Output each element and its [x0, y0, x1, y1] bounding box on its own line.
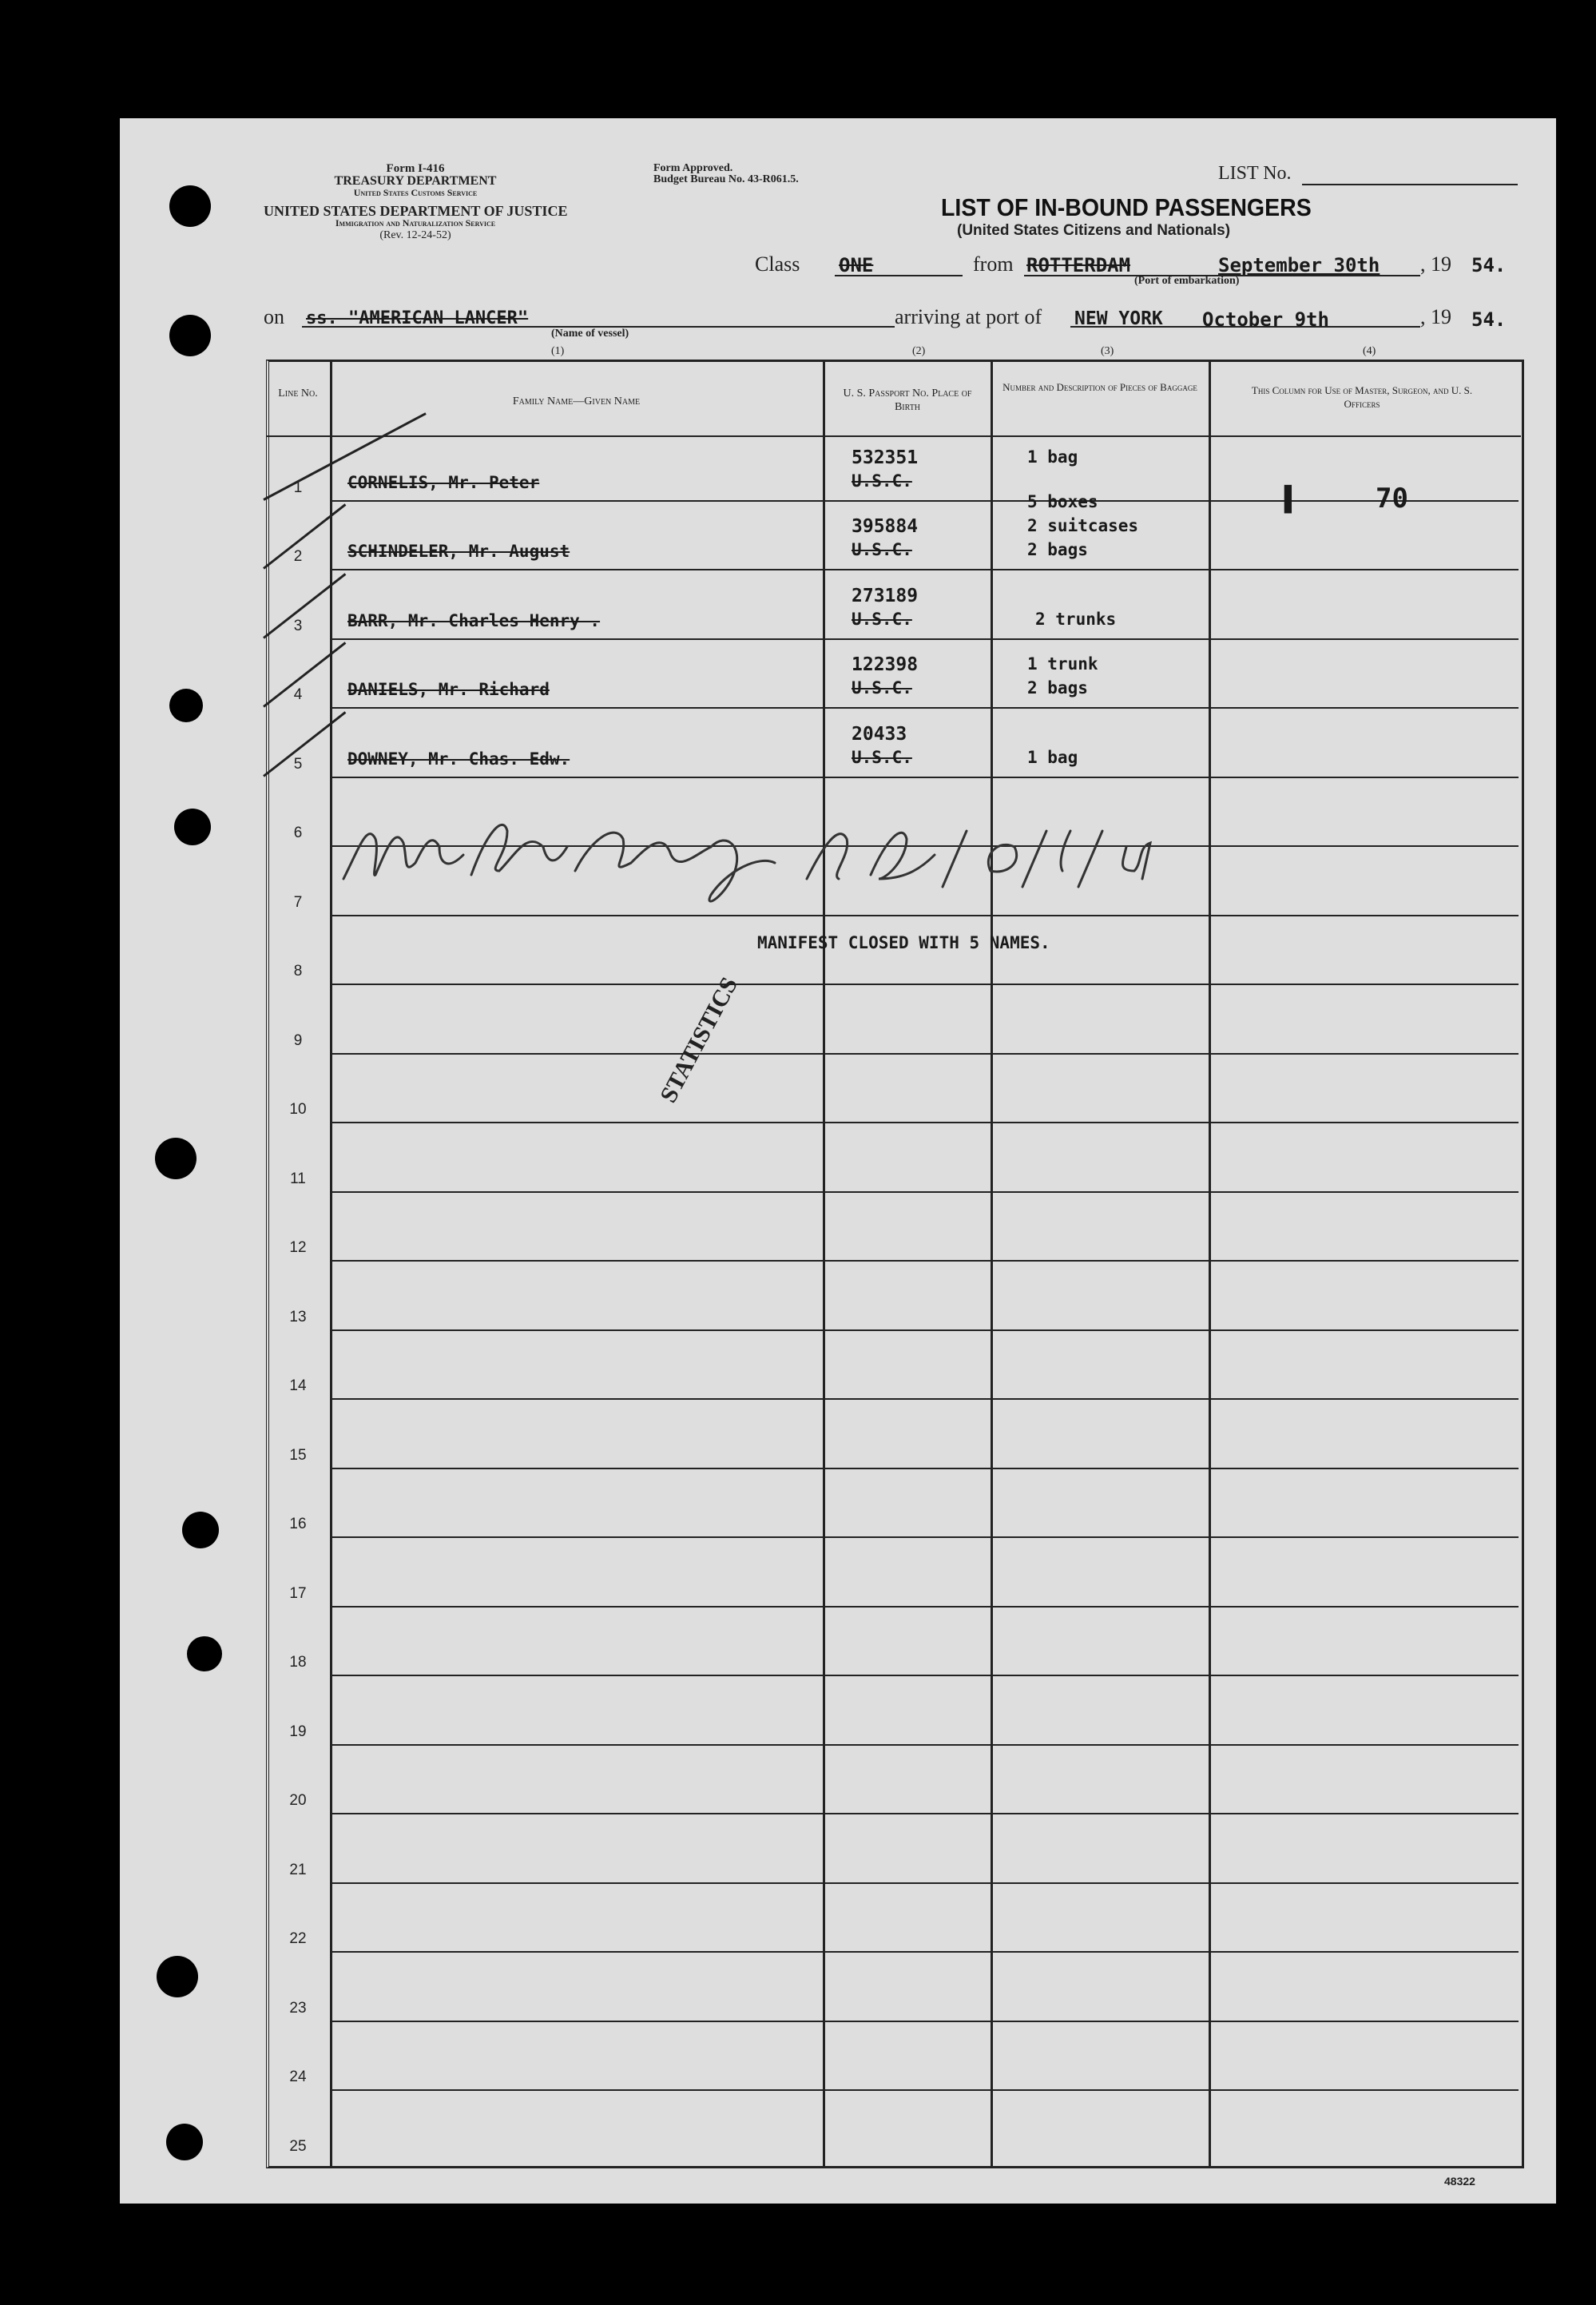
row-rule: [330, 1191, 1519, 1193]
class-label: Class: [755, 252, 800, 276]
row-rule: [330, 1744, 1519, 1746]
year-value: 54.: [1471, 254, 1507, 276]
passenger-name: CORNELIS, Mr. Peter: [347, 472, 540, 492]
treasury-department: TREASURY DEPARTMENT: [334, 174, 497, 188]
row-rule: [330, 2021, 1519, 2022]
arrival-year-value: 54.: [1471, 308, 1507, 331]
row-number: 23: [289, 1999, 307, 2017]
row-number: 21: [289, 1861, 307, 1878]
row-number: 8: [293, 963, 303, 980]
baggage-item: 5 boxes: [1027, 492, 1098, 512]
passport-number: 395884: [852, 516, 919, 538]
punch-hole: [157, 1956, 198, 1997]
officer-mark-e: ▌: [1284, 486, 1300, 514]
punch-hole: [169, 689, 203, 722]
row-rule: [330, 1122, 1519, 1123]
baggage-item: 2 bags: [1027, 540, 1088, 560]
row-rule: [330, 984, 1519, 985]
passenger-name: BARR, Mr. Charles Henry .: [347, 610, 601, 630]
row-rule: [330, 569, 1519, 570]
row-rule: [330, 777, 1519, 778]
baggage-item: 2 suitcases: [1027, 516, 1139, 536]
customs-service: United States Customs Service: [353, 187, 478, 198]
arriving-label: arriving at port of: [895, 305, 1042, 328]
ins-service: Immigration and Naturalization Service: [335, 217, 496, 229]
row-number: 5: [293, 755, 303, 773]
row-number: 20: [289, 1792, 307, 1810]
col-divider: [991, 360, 993, 2166]
arrival-line: [1070, 326, 1420, 328]
place-of-birth: U.S.C.: [852, 747, 912, 767]
form-subtitle: (United States Citizens and Nationals): [957, 222, 1231, 239]
passport-number: 122398: [852, 654, 919, 676]
year-prefix: , 19: [1420, 252, 1451, 276]
passport-number: 20433: [852, 723, 907, 745]
row-number: 12: [289, 1239, 307, 1257]
punch-hole: [169, 315, 211, 356]
col-number-4: (4): [1363, 345, 1376, 357]
row-number: 2: [293, 548, 303, 566]
place-of-birth: U.S.C.: [852, 471, 912, 491]
port-note: (Port of embarkation): [1134, 275, 1240, 287]
footer-code: 48322: [1444, 2175, 1475, 2188]
col-divider: [1209, 360, 1211, 2166]
row-number: 25: [289, 2138, 307, 2155]
vessel-name: ss. "AMERICAN LANCER": [306, 308, 529, 328]
col-divider: [330, 360, 332, 2166]
officer-mark: 70: [1376, 483, 1408, 515]
row-rule: [330, 500, 1519, 502]
punch-hole: [182, 1512, 219, 1548]
baggage-item: 2 trunks: [1035, 609, 1117, 629]
row-number: 3: [293, 617, 303, 634]
form-identification: [264, 163, 567, 241]
col-number-1: (1): [551, 345, 565, 357]
row-number: 1: [293, 479, 303, 496]
row-rule: [330, 1606, 1519, 1608]
passenger-name: DANIELS, Mr. Richard: [347, 680, 550, 700]
arrival-port: NEW YORK: [1074, 308, 1163, 329]
list-number-label: LIST No.: [1218, 163, 1292, 184]
budget-bureau: Budget Bureau No. 43-R061.5.: [653, 173, 799, 185]
vessel-note: (Name of vessel): [551, 328, 629, 340]
from-label: from: [973, 252, 1014, 276]
punch-hole: [187, 1636, 222, 1671]
header-name: Family Name—Given Name: [512, 395, 641, 407]
passport-number: 532351: [852, 447, 919, 468]
row-number: 4: [293, 686, 303, 704]
row-rule: [330, 1468, 1519, 1469]
form-title: LIST OF IN-BOUND PASSENGERS: [941, 193, 1312, 221]
baggage-item: 1 bag: [1027, 447, 1078, 467]
place-of-birth: U.S.C.: [852, 540, 912, 560]
row-number: 6: [293, 825, 303, 842]
place-of-birth: U.S.C.: [852, 678, 912, 698]
row-rule: [330, 1329, 1519, 1331]
header-rule: [266, 435, 1521, 437]
header-line-no: Line No.: [278, 387, 318, 399]
passport-number: 273189: [852, 585, 919, 606]
row-number: 9: [293, 1031, 303, 1049]
place-of-birth: U.S.C.: [852, 609, 912, 629]
punch-hole: [155, 1138, 197, 1179]
row-rule: [330, 1536, 1519, 1538]
row-rule: [330, 1813, 1519, 1814]
row-number: 15: [289, 1446, 307, 1464]
row-rule: [330, 1053, 1519, 1055]
row-number: 7: [293, 893, 303, 911]
col-divider: [823, 360, 825, 2166]
justice-department: UNITED STATES DEPARTMENT OF JUSTICE: [264, 203, 568, 219]
row-rule: [330, 1882, 1519, 1884]
class-line: [835, 275, 963, 276]
form-approved: Form Approved.: [653, 162, 733, 174]
list-number-line: [1302, 184, 1518, 185]
arrival-date: October 9th: [1202, 308, 1329, 331]
row-number: 19: [289, 1723, 307, 1740]
passenger-name: SCHINDELER, Mr. August: [347, 542, 570, 562]
row-number: 10: [289, 1101, 307, 1119]
row-rule: [330, 1951, 1519, 1953]
row-number: 22: [289, 1930, 307, 1948]
form-number: Form I-416: [386, 162, 445, 175]
passenger-name: DOWNEY, Mr. Chas. Edw.: [347, 749, 570, 769]
punch-hole: [166, 2124, 203, 2160]
row-rule: [330, 1260, 1519, 1262]
form-approval: [653, 163, 799, 185]
class-value: ONE: [839, 254, 874, 276]
header-officers: This Column for Use of Master, Surgeon, and U. S. Officers: [1251, 384, 1473, 410]
row-rule: [330, 2089, 1519, 2091]
sail-date: September 30th: [1218, 254, 1380, 276]
row-number: 18: [289, 1654, 307, 1671]
row-number: 16: [289, 1516, 307, 1533]
row-number: 24: [289, 2069, 307, 2086]
col-number-2: (2): [912, 345, 926, 357]
from-port: ROTTERDAM: [1026, 254, 1131, 276]
row-number: 17: [289, 1584, 307, 1602]
row-rule: [330, 1675, 1519, 1676]
arrival-year-prefix: , 19: [1420, 305, 1451, 328]
closing-note: MANIFEST CLOSED WITH 5 NAMES.: [757, 933, 1050, 952]
baggage-item: 1 trunk: [1027, 654, 1098, 674]
statistics-stamp: STATISTICS: [655, 972, 744, 1107]
row-rule: [330, 707, 1519, 709]
punch-hole: [169, 185, 211, 227]
punch-hole: [174, 809, 211, 845]
on-label: on: [264, 305, 284, 328]
col-number-3: (3): [1101, 345, 1114, 357]
handwritten-signature: [328, 799, 1238, 919]
row-rule: [330, 638, 1519, 640]
passenger-table: [266, 360, 1524, 2168]
row-number: 13: [289, 1308, 307, 1325]
baggage-item: 2 bags: [1027, 678, 1088, 698]
header-baggage: Number and Description of Pieces of Baggage: [1002, 381, 1197, 393]
revision-date: (Rev. 12-24-52): [379, 229, 451, 241]
row-rule: [330, 1398, 1519, 1400]
header-passport: U. S. Passport No. Place of Birth: [843, 387, 972, 413]
row-number: 11: [290, 1170, 306, 1187]
row-number: 14: [289, 1377, 307, 1395]
baggage-item: 1 bag: [1027, 747, 1078, 767]
